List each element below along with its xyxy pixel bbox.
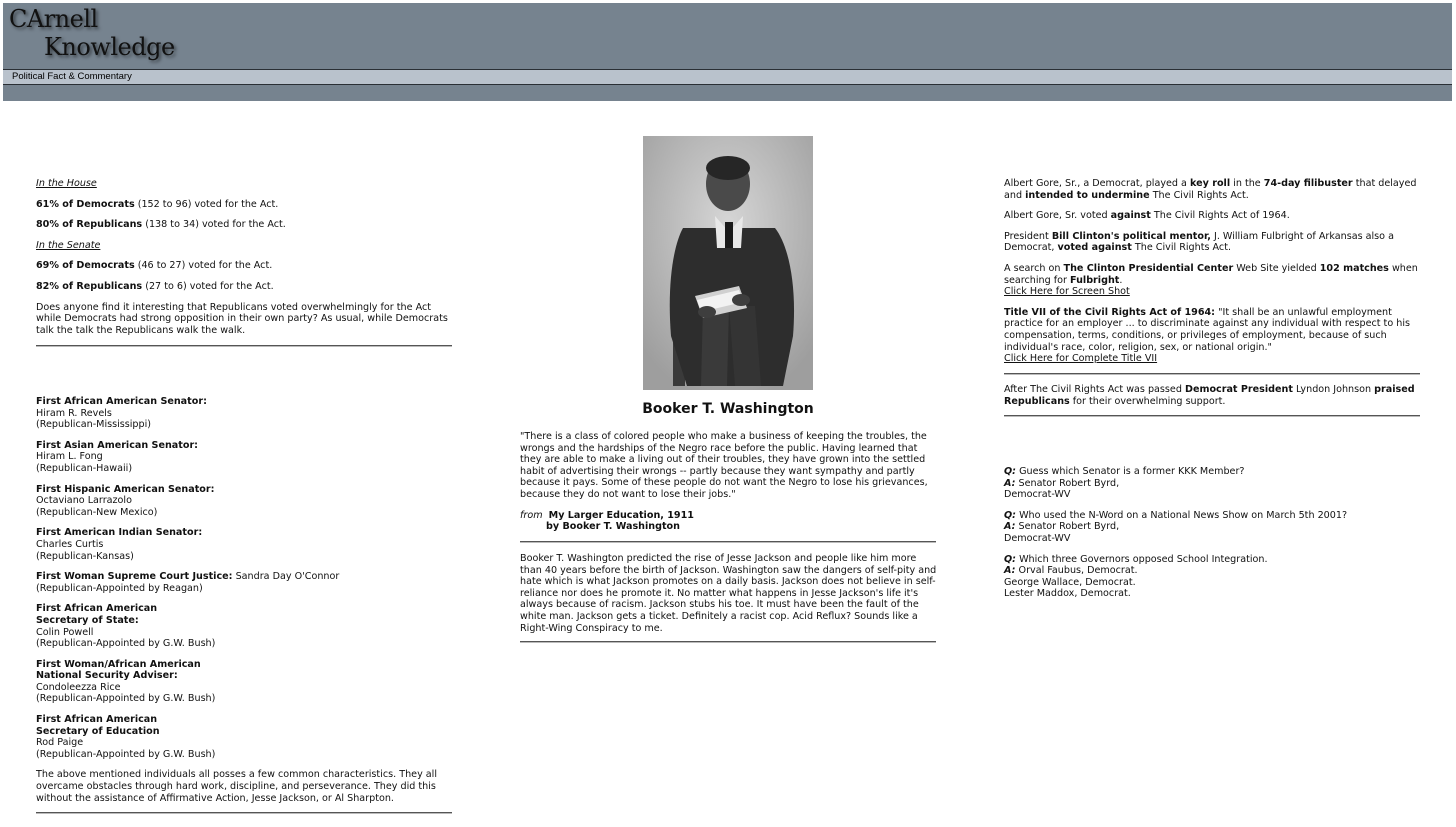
center-column <box>520 431 938 533</box>
portrait-illustration <box>643 136 813 390</box>
fulbright-note: President Bill Clinton's political mentor, J. William Fulbright of Arkansas also a Democrat, voted against The Civil Rights Act. <box>1004 230 1394 254</box>
divider <box>520 541 936 543</box>
divider <box>1004 415 1420 417</box>
quote-source: from My Larger Education, 1911 by Booker T. Washington <box>520 509 694 533</box>
first-senator-asian-american: First Asian American Senator: Hiram L. Fong (Republican-Hawaii) <box>36 439 199 474</box>
site-logo[interactable] <box>9 5 209 67</box>
first-senator-african-american: First African American Senator: Hiram R. Revels (Republican-Mississippi) <box>36 396 207 431</box>
first-senator-american-indian: First American Indian Senator: Charles Curtis (Republican-Kansas) <box>36 527 203 562</box>
house-heading: In the House <box>36 178 97 189</box>
washington-quote: "There is a class of colored people who make a business of keeping the troubles, the wrongs and the hardships of the Negro race before the public. Having learned that they are able to make a living out of their troubles, they have grown into the settled habit of advertising their wrongs -- partly because they want sympathy and partly because it pays. Some of these people do not want the Negro to lose his grievances, because they do not want to lose their jobs." <box>520 431 928 500</box>
senate-heading: In the Senate <box>36 239 101 251</box>
logo-line-2: Knowledge <box>44 33 175 61</box>
portrait-caption: Booker T. Washington <box>642 401 814 417</box>
left-column <box>36 178 454 336</box>
site-header <box>3 3 1452 101</box>
divider <box>36 345 452 347</box>
title-vii-note: Title VII of the Civil Rights Act of 1964: "It shall be an unlawful employment practice for an employer ... to discriminate against any individual with respect to his compensation, terms, conditions, or privileges of employment, because of such individual's race, color, religion, sex, or national origin." Click Here for Complete Title VII <box>1004 306 1410 365</box>
qa-item: Q: Which three Governors opposed School Integration. A: Orval Faubus, Democrat. George Wallace, Democrat. Lester Maddox, Democrat. <box>1004 553 1268 600</box>
washington-commentary: Booker T. Washington predicted the rise of Jesse Jackson and people like him more than 40 years before the birth of Jackson. Washington saw the dangers of self-pity and hate which is what Jackson promotes on a daily basis. Jackson does not believe in self-reliance nor does he promote it. No matter what happens in Jesse Jackson's life it's always because of racism. Jackson stubs his toe. It must have been the fault of the white man. Jackson gets a ticket. Definitely a racist cop. Acid Reflux? Sounds like a Right-Wing Conspiracy to me. <box>520 553 937 634</box>
tagline-bar <box>3 69 1452 85</box>
senate-republicans-stat: 82% of Republicans (27 to 6) voted for the Act. <box>36 280 274 292</box>
gore-filibuster-note: Albert Gore, Sr., a Democrat, played a key roll in the 74-day filibuster that delayed and intended to undermine The Civil Rights Act. <box>1004 178 1417 201</box>
house-republicans-stat: 80% of Republicans (138 to 34) voted for the Act. <box>36 219 286 231</box>
right-column <box>1004 178 1424 365</box>
divider <box>36 812 452 814</box>
firsts-list <box>36 396 454 804</box>
first-woman-supreme-court-justice: First Woman Supreme Court Justice: Sandra Day O'Connor (Republican-Appointed by Reagan) <box>36 571 340 594</box>
divider <box>520 641 936 643</box>
gore-vote-note: Albert Gore, Sr. voted against The Civil Rights Act of 1964. <box>1004 210 1290 222</box>
site-tagline: Political Fact & Commentary <box>12 71 132 82</box>
divider <box>1004 373 1420 375</box>
first-national-security-adviser: First Woman/African American National Security Adviser: Condoleezza Rice (Republican-Appointed by G.W. Bush) <box>36 658 216 705</box>
screen-shot-link[interactable]: Click Here for Screen Shot <box>1004 286 1130 298</box>
booker-t-washington-photo <box>643 136 813 390</box>
senate-democrats-stat: 69% of Democrats (46 to 27) voted for the Act. <box>36 260 273 272</box>
first-senator-hispanic-american: First Hispanic American Senator: Octaviano Larrazolo (Republican-New Mexico) <box>36 483 215 518</box>
clinton-center-search-note: A search on The Clinton Presidential Center Web Site yielded 102 matches when searching for Fulbright. Click Here for Screen Shot <box>1004 262 1418 298</box>
qa-item: Q: Who used the N-Word on a National News Show on March 5th 2001? A: Senator Robert Byrd, Democrat-WV <box>1004 509 1348 544</box>
logo-line-1: CArnell <box>9 5 98 33</box>
first-secretary-of-state: First African American Secretary of State: Colin Powell (Republican-Appointed by G.W. Bush) <box>36 603 216 650</box>
house-democrats-stat: 61% of Democrats (152 to 96) voted for the Act. <box>36 198 279 210</box>
lbj-block <box>1004 384 1424 407</box>
qa-item: Q: Guess which Senator is a former KKK Member? A: Senator Robert Byrd, Democrat-WV <box>1004 466 1245 501</box>
washington-commentary-block <box>520 553 938 634</box>
first-secretary-of-education: First African American Secretary of Education Rod Paige (Republican-Appointed by G.W. Bush) <box>36 714 216 760</box>
firsts-closing-commentary: The above mentioned individuals all posses a few common characteristics. They all overcame obstacles through hard work, discipline, and perseverance. They did this without the assistance of Affirmative Action, Jesse Jackson, or Al Sharpton. <box>36 769 438 804</box>
lbj-note: After The Civil Rights Act was passed Democrat President Lyndon Johnson praised Republicans for their overwhelming support. <box>1004 384 1415 407</box>
qa-list <box>1004 466 1424 600</box>
title-vii-link[interactable]: Click Here for Complete Title VII <box>1004 353 1158 365</box>
vote-commentary: Does anyone find it interesting that Republicans voted overwhelmingly for the Act while Democrats had strong opposition in their own party? As usual, while Democrats talk the talk the Republicans walk the walk. <box>36 301 448 336</box>
